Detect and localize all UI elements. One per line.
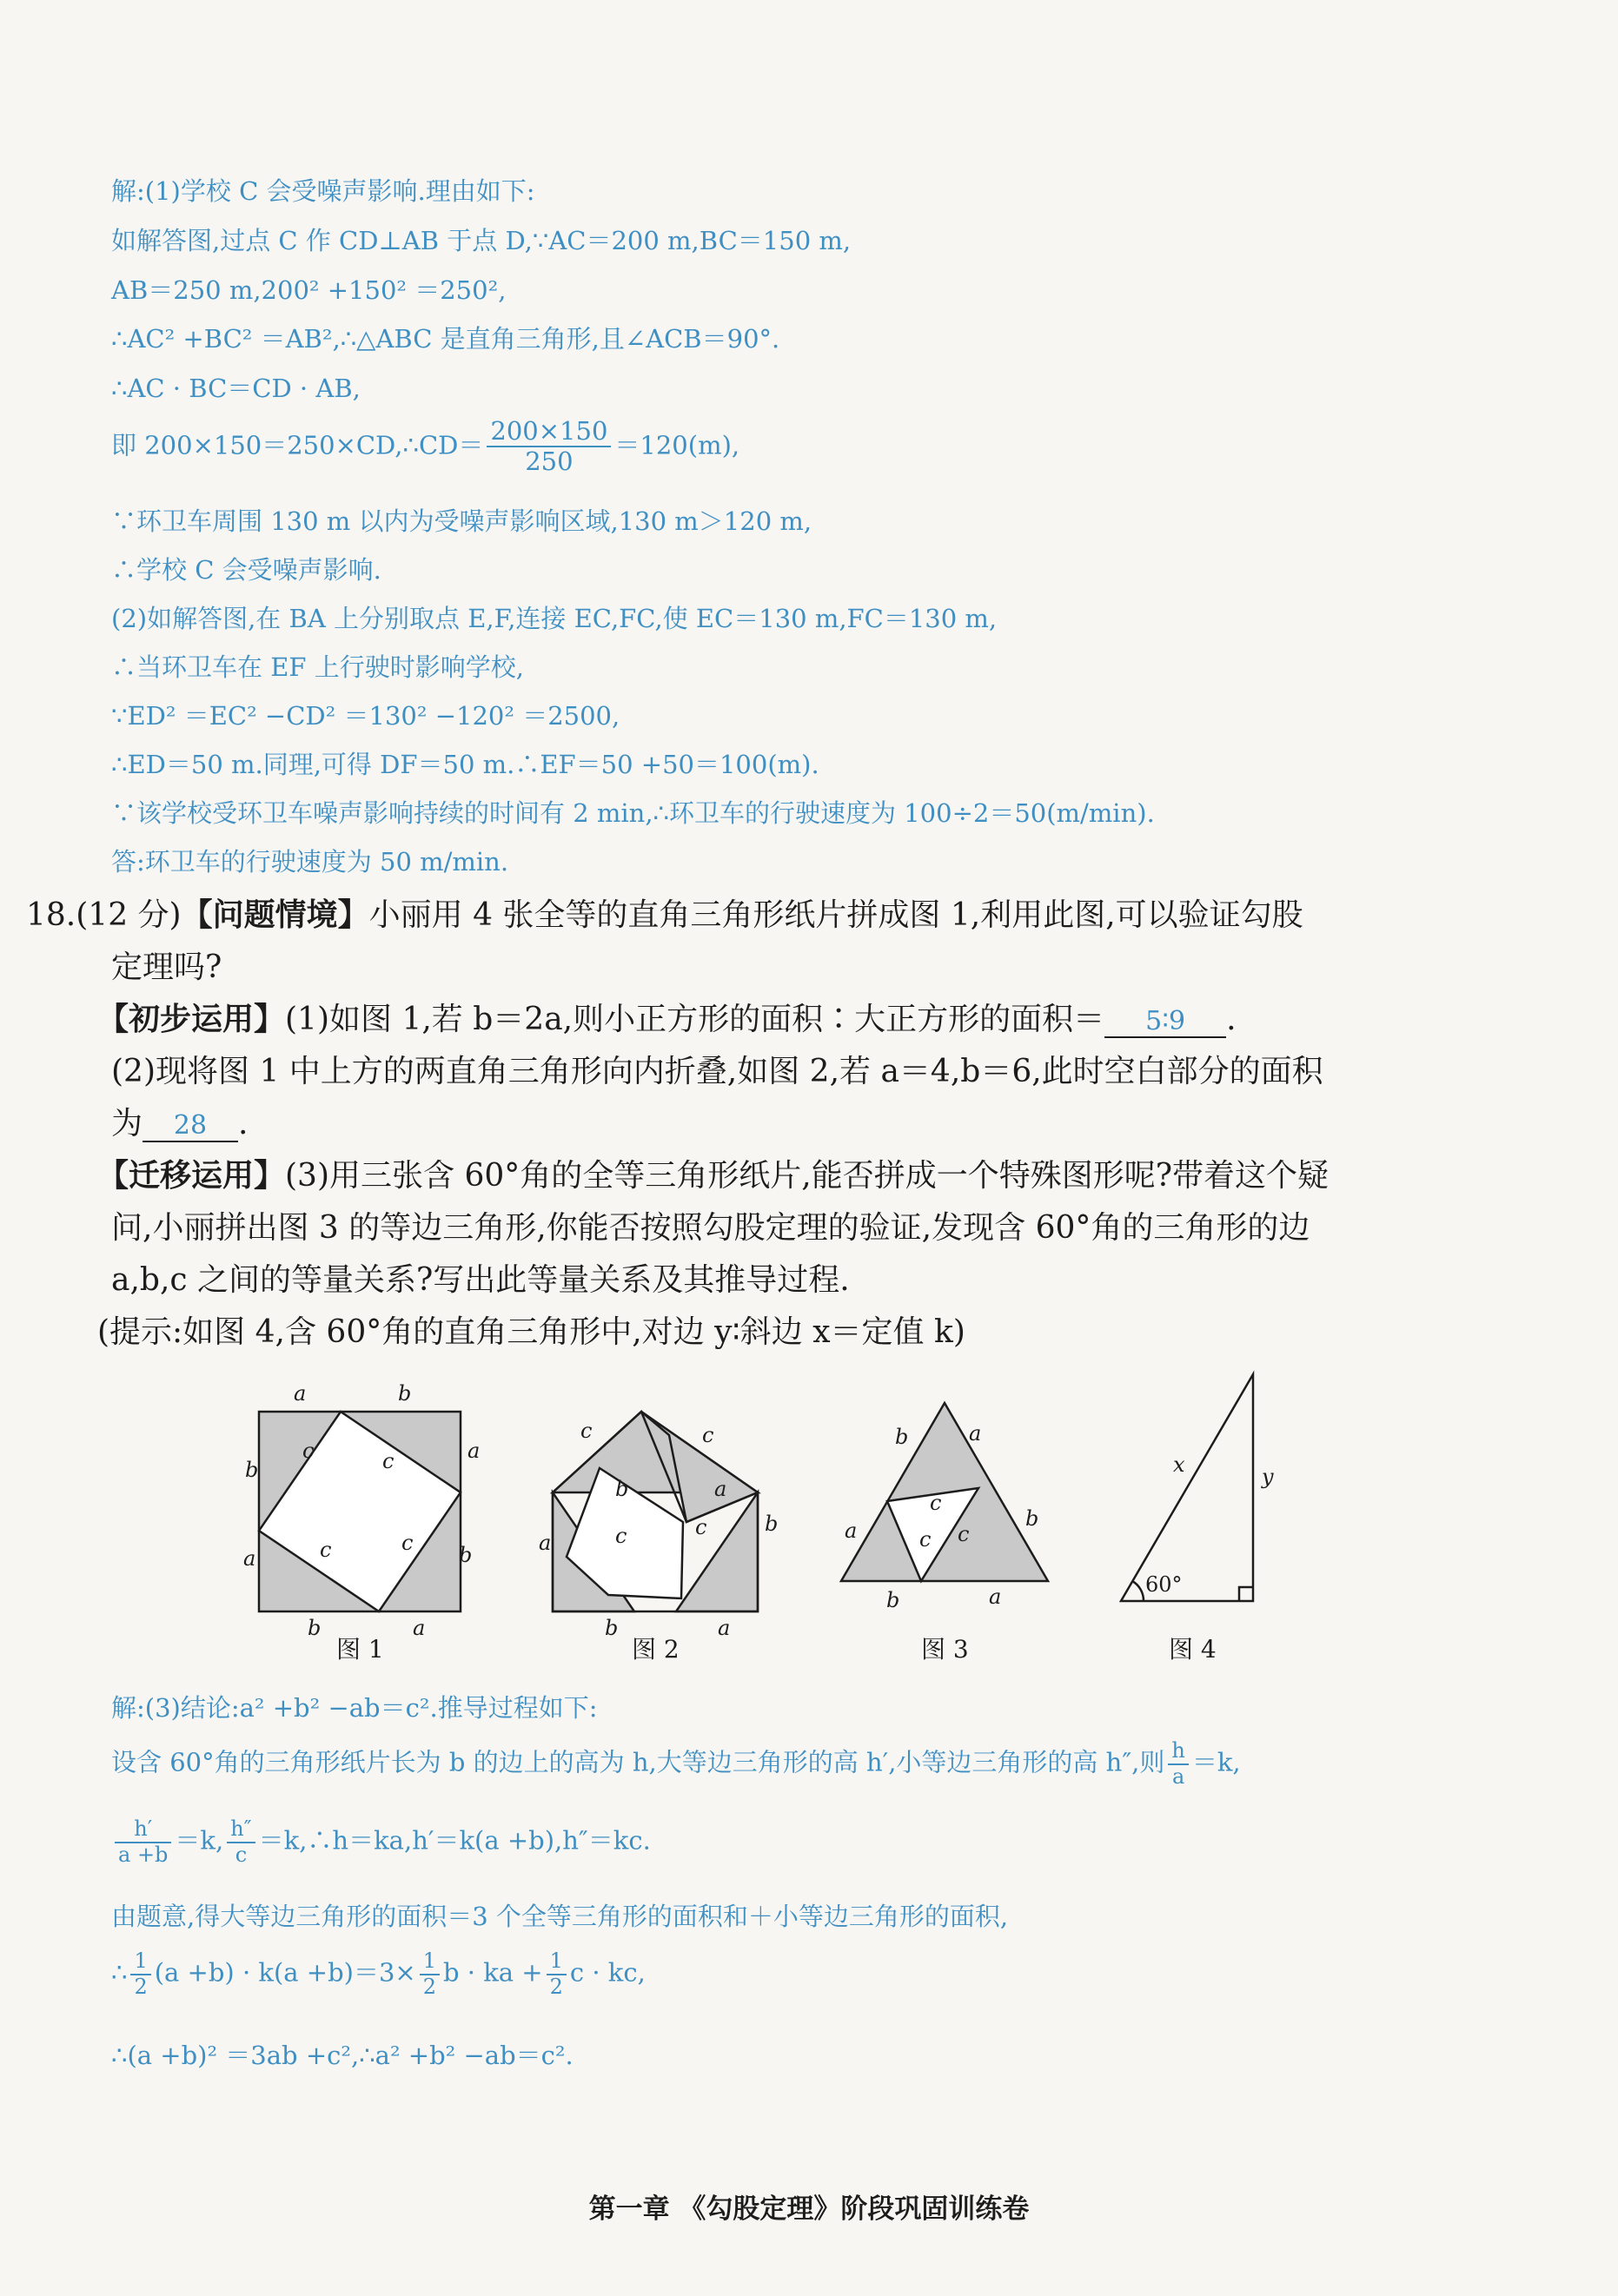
hprime-den: a +b [118, 1842, 169, 1867]
question18-line1 [26, 890, 1303, 935]
solution17-line11: ∵ED² ＝EC² −CD² ＝130² −120² ＝2500, [111, 701, 620, 731]
fig1-label-a-top: a [294, 1381, 307, 1406]
solution17-line12: ∴ED＝50 m.同理,可得 DF＝50 m.∴EF＝50 +50＝100(m). [111, 750, 819, 779]
question18-tag-situation: 【问题情境】 [181, 897, 369, 933]
solution18-line3 [111, 1817, 651, 1867]
fig1-label-a-right: a [467, 1439, 481, 1463]
hdouble-den: c [235, 1842, 248, 1867]
fig4-right-triangle [1121, 1374, 1253, 1601]
fig4-right-angle-mark [1239, 1587, 1253, 1601]
fig2-label-c1: c [580, 1419, 593, 1443]
fig4-label-x: x [1173, 1452, 1185, 1477]
fig4-angle-arc [1132, 1581, 1144, 1601]
half-2-den: 2 [422, 1974, 436, 1999]
fig2-label-c4: c [695, 1515, 707, 1539]
solution17-line9: (2)如解答图,在 BA 上分别取点 E,F,连接 EC,FC,使 EC＝130 m,FC＝130 m, [111, 604, 998, 633]
half-fraction-3 [547, 1949, 567, 1999]
fig3-caption: 图 3 [921, 1635, 969, 1664]
fig1-label-c2: c [382, 1449, 395, 1473]
question18-line6-text: (3)用三张含 60°角的全等三角形纸片,能否拼成一个特殊图形呢?带着这个疑 [285, 1158, 1330, 1194]
solution17-line14: 答:环卫车的行驶速度为 50 m/min. [111, 847, 509, 877]
half-3-num: 1 [547, 1949, 567, 1975]
fig1-label-a-bottom: a [413, 1616, 426, 1640]
fig3-label-b-right: b [1025, 1506, 1039, 1531]
solution18-line5 [111, 1949, 646, 1999]
fig2-caption: 图 2 [632, 1635, 680, 1664]
figure-3 [841, 1403, 1048, 1581]
fig3-label-b-bottom: b [886, 1588, 900, 1612]
fig1-label-b-top: b [398, 1381, 412, 1406]
h-over-a-fraction [1168, 1739, 1188, 1789]
fig1-label-a-left: a [243, 1546, 256, 1571]
solution17-line4: ∴AC² +BC² ＝AB²,∴△ABC 是直角三角形,且∠ACB＝90°. [111, 324, 780, 354]
fig1-label-b-bottom: b [308, 1616, 322, 1640]
solution18-line5-post: c · kc, [569, 1957, 646, 1988]
figure-1 [259, 1412, 461, 1611]
fig2-label-a-bottom: a [718, 1616, 731, 1640]
fig2-label-a-left: a [539, 1531, 552, 1555]
solution18-line2-post: ＝k, [1191, 1747, 1241, 1777]
solution17-line2: 如解答图,过点 C 作 CD⊥AB 于点 D,∵AC＝200 m,BC＝150 m, [111, 226, 852, 255]
cd-fraction [487, 417, 611, 477]
hdouble-fraction [227, 1817, 255, 1867]
fig4-label-60deg: 60° [1145, 1572, 1183, 1597]
half-1-num: 1 [130, 1949, 150, 1975]
solution17-line6-post: ＝120(m), [614, 430, 740, 460]
fig3-label-a-bottom: a [989, 1585, 1002, 1609]
solution18-line4: 由题意,得大等边三角形的面积＝3 个全等三角形的面积和＋小等边三角形的面积, [111, 1902, 1009, 1931]
fig2-label-c3: c [615, 1524, 627, 1548]
h-over-a-den: a [1171, 1763, 1185, 1789]
fig1-label-b-left: b [245, 1458, 259, 1482]
question18-tag-transfer: 【迁移运用】 [97, 1157, 286, 1194]
solution17-line3: AB＝250 m,200² +150² ＝250², [111, 275, 507, 305]
solution18-line2-pre: 设含 60°角的三角形纸片长为 b 的边上的高为 h,大等边三角形的高 h′,小等边三角形的高 h″,则 [111, 1747, 1165, 1777]
fig3-label-c1: c [930, 1491, 942, 1515]
cd-fraction-den: 250 [525, 447, 574, 477]
question18-line9: (提示:如图 4,含 60°角的直角三角形中,对边 y∶斜边 x＝定值 k) [97, 1314, 965, 1350]
solution18-line1: 解:(3)结论:a² +b² −ab＝c².推导过程如下: [111, 1693, 598, 1723]
solution17-line8: ∴学校 C 会受噪声影响. [111, 555, 381, 585]
question18-line2: 定理吗? [111, 949, 222, 985]
question18-line5-end: . [238, 1106, 249, 1141]
fig1-label-c1: c [302, 1439, 315, 1463]
question18-line5 [111, 1099, 248, 1143]
question18-line5-pre: 为 [111, 1106, 143, 1141]
cd-fraction-num: 200×150 [487, 417, 611, 447]
half-1-den: 2 [134, 1974, 148, 1999]
fig1-caption: 图 1 [336, 1635, 384, 1664]
figure-4 [1121, 1374, 1253, 1601]
question18-line8: a,b,c 之间的等量关系?写出此等量关系及其推导过程. [111, 1262, 850, 1298]
fig3-label-a-left: a [845, 1519, 858, 1543]
answer-blank-ratio: 5∶9 [1104, 1006, 1226, 1038]
question18-line6 [97, 1151, 1329, 1195]
fig3-label-a1: a [969, 1421, 982, 1446]
half-fraction-2 [420, 1949, 440, 1999]
fig1-label-b-right: b [459, 1543, 473, 1567]
solution17-line13: ∵该学校受环卫车噪声影响持续的时间有 2 min,∴环卫车的行驶速度为 100÷2＝50(m/min). [111, 798, 1155, 828]
h-over-a-num: h [1168, 1739, 1188, 1765]
solution17-line6-pre: 即 200×150＝250×CD,∴CD＝ [111, 430, 484, 460]
solution18-line5-mid2: b · ka + [443, 1957, 543, 1988]
solution18-line6: ∴(a +b)² ＝3ab +c²,∴a² +b² −ab＝c². [111, 2041, 574, 2070]
solution18-line2 [111, 1739, 1241, 1789]
question18-line3 [97, 995, 1237, 1039]
half-fraction-1 [130, 1949, 150, 1999]
solution17-line1: 解:(1)学校 C 会受噪声影响.理由如下: [111, 176, 535, 206]
solution18-line5-pre: ∴ [111, 1957, 128, 1988]
answer-blank-area: 28 [143, 1110, 238, 1142]
fig3-label-c2: c [919, 1527, 932, 1552]
question18-line4: (2)现将图 1 中上方的两直角三角形向内折叠,如图 2,若 a＝4,b＝6,此时空白部分的面积 [111, 1054, 1323, 1089]
solution18-line5-mid1: (a +b) · k(a +b)＝3× [154, 1957, 416, 1988]
hprime-num: h′ [115, 1817, 171, 1843]
question18-number: 18.(12 分) [26, 897, 182, 933]
fig2-label-b-right: b [765, 1512, 779, 1536]
fig1-label-c4: c [401, 1531, 414, 1555]
question18-line7: 问,小丽拼出图 3 的等边三角形,你能否按照勾股定理的验证,发现含 60°角的三角形的边 [111, 1210, 1310, 1246]
page-footer-title: 第一章 《勾股定理》阶段巩固训练卷 [588, 2193, 1030, 2225]
hdouble-num: h″ [227, 1817, 255, 1843]
fig2-label-a1: a [714, 1477, 727, 1501]
fig1-label-c3: c [320, 1538, 332, 1562]
solution17-line6 [111, 417, 739, 477]
fig2-label-b-bottom: b [605, 1616, 619, 1640]
question18-tag-initial: 【初步运用】 [97, 1001, 286, 1037]
fig2-label-c2: c [702, 1423, 714, 1447]
fig4-label-y: y [1262, 1465, 1274, 1489]
question18-line3-text: (1)如图 1,若 b＝2a,则小正方形的面积∶大正方形的面积＝ [285, 1002, 1105, 1037]
hprime-fraction [115, 1817, 171, 1867]
solution18-line3-post: ＝k,∴h＝ka,h′＝k(a +b),h″＝kc. [258, 1825, 651, 1856]
fig3-label-c3: c [958, 1522, 970, 1546]
fig4-caption: 图 4 [1169, 1635, 1217, 1664]
solution17-line5: ∴AC · BC＝CD · AB, [111, 374, 361, 403]
figures-row [0, 1364, 1618, 1677]
fig3-label-b1: b [895, 1425, 909, 1449]
fig2-label-b1: b [615, 1477, 629, 1501]
solution17-line10: ∴当环卫车在 EF 上行驶时影响学校, [111, 652, 524, 682]
question18-line3-end: . [1226, 1002, 1237, 1037]
solution18-line3-mid: ＝k, [175, 1825, 224, 1856]
half-2-num: 1 [420, 1949, 440, 1975]
solution17-line7: ∵环卫车周围 130 m 以内为受噪声影响区域,130 m＞120 m, [111, 506, 812, 536]
question18-line1-text: 小丽用 4 张全等的直角三角形纸片拼成图 1,利用此图,可以验证勾股 [368, 897, 1303, 933]
half-3-den: 2 [549, 1974, 563, 1999]
